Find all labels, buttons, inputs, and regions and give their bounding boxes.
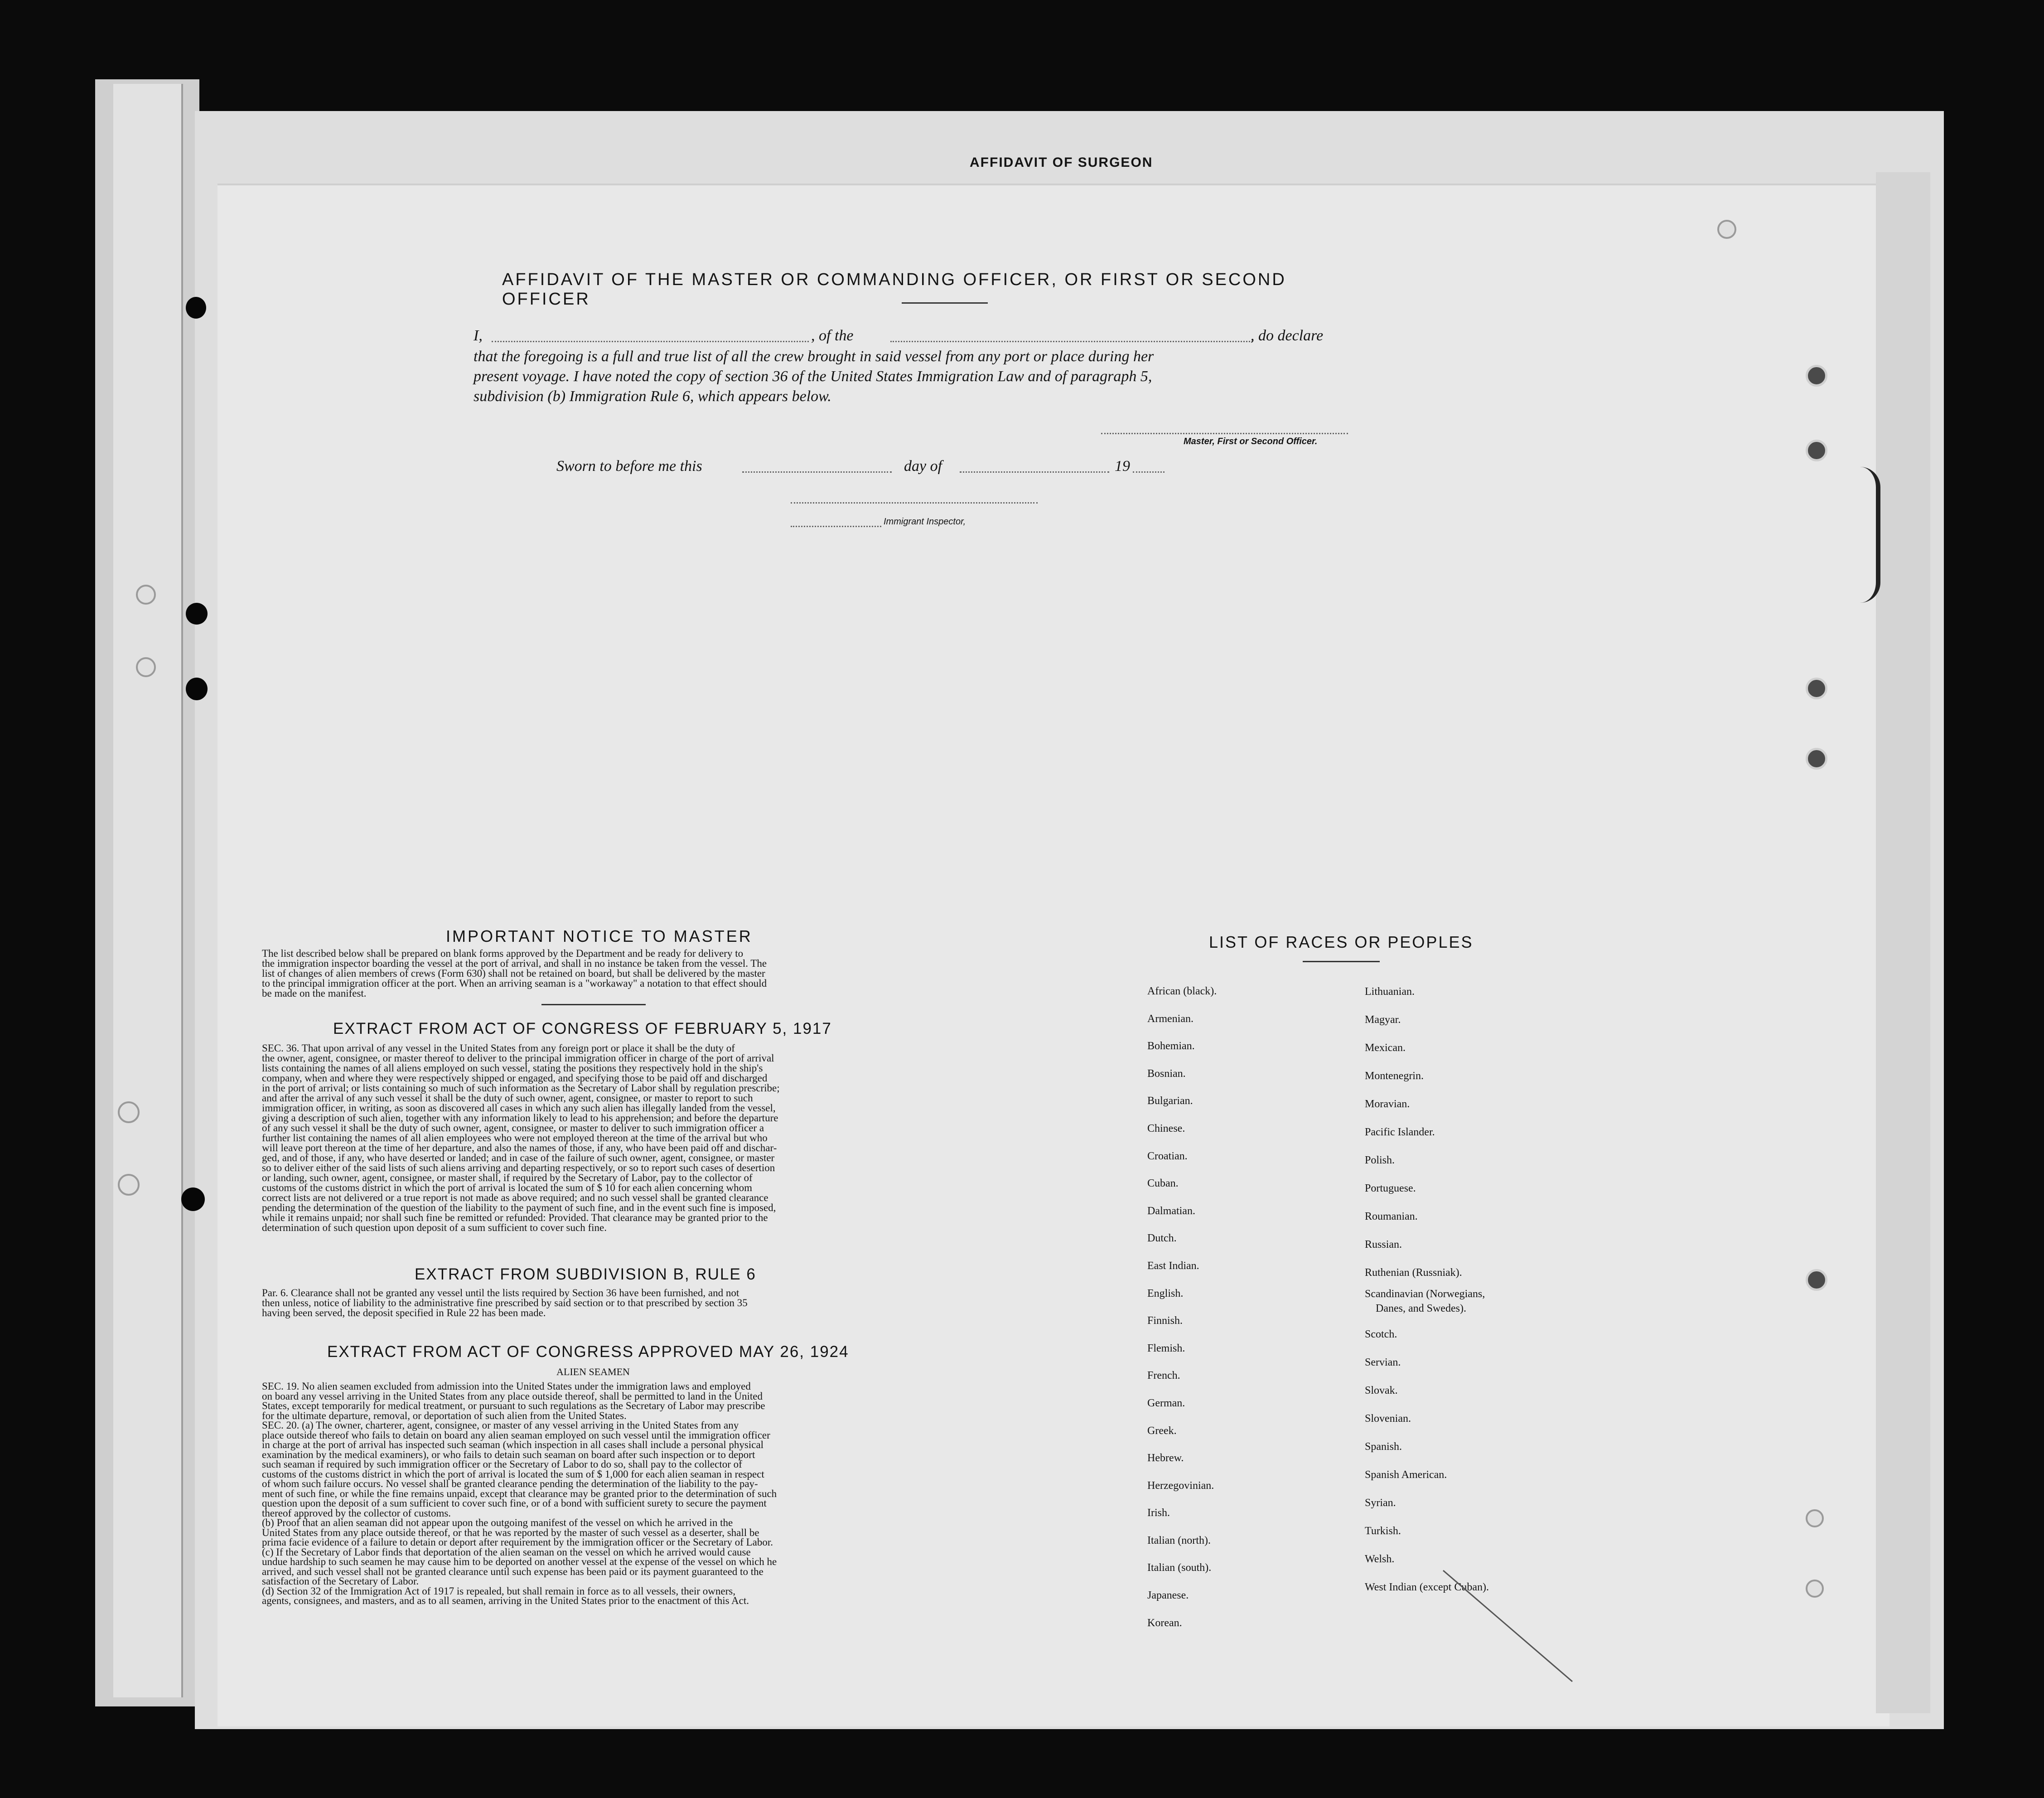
affidavit-line4: subdivision (b) Immigration Rule 6, which appears below.	[474, 388, 831, 405]
race-item: Herzegovinian.	[1147, 1479, 1214, 1492]
race-item: Flemish.	[1147, 1342, 1185, 1354]
extract-1924-line: arrived, and such vessel shall not be granted clearance until such expense has been paid or its payment guaranteed to the	[262, 1565, 763, 1577]
extract-1924-line: satisfaction of the Secretary of Labor.	[262, 1575, 419, 1587]
punch-hole	[1717, 220, 1736, 239]
affidavit-line3: present voyage. I have noted the copy of section 36 of the United States Immigration Law and of paragraph 5,	[474, 368, 1152, 385]
race-item: Syrian.	[1365, 1497, 1396, 1509]
extract-1917-body	[262, 1043, 932, 1233]
title-underline	[902, 302, 988, 304]
notice-line: the immigration inspector boarding the vessel at the port of arrival, and shall in no instance be taken from the vessel. The	[262, 958, 767, 969]
race-item: Korean.	[1147, 1617, 1182, 1629]
master-signature-label: Master, First or Second Officer.	[1184, 436, 1318, 446]
race-item: Bosnian.	[1147, 1067, 1186, 1080]
race-item: Mexican.	[1365, 1042, 1406, 1054]
sworn-day-blank[interactable]	[742, 471, 892, 473]
extract-1924-line: agents, consignees, and masters, and as to all seamen, arriving in the United States prior to the enactment of this Act.	[262, 1595, 749, 1606]
affidavit-line1-declare: , do declare	[1251, 327, 1324, 344]
punch-hole	[136, 657, 156, 677]
extract-1924-line: of whom such failure occurs. No vessel shall be granted clearance pending the determination of the liability to the pay-	[262, 1478, 758, 1489]
extract-1917-line: pending the determination of the question of the liability to the payment of such fine, and in the event such fine is imposed,	[262, 1202, 776, 1213]
punch-hole	[181, 1187, 205, 1211]
race-item: Turkish.	[1365, 1525, 1401, 1537]
extract-1917-line: will leave port thereon at the time of her departure, and also the names of those, if any, who have been paid off and dischar-	[262, 1142, 777, 1153]
race-item: Hebrew.	[1147, 1452, 1184, 1464]
affidavit-title: AFFIDAVIT OF THE MASTER OR COMMANDING OFFICER, OR FIRST OR SECOND OFFICER	[502, 270, 1286, 309]
race-item: Greek.	[1147, 1425, 1177, 1437]
race-item: Finnish.	[1147, 1315, 1183, 1327]
extract-1924-line: undue hardship to such seamen he may cause him to be deported on another vessel at the expense of the vessel on which he	[262, 1556, 777, 1567]
affidavit-line1-of: , of the	[811, 327, 854, 344]
stray-pen-line	[1441, 1568, 1577, 1686]
race-item: Scandinavian (Norwegians,	[1365, 1288, 1485, 1300]
extract-1917-line: while it remains unpaid; nor shall such fine be remitted or refunded: Provided. That clearance may be granted prior to the	[262, 1212, 768, 1223]
rule6-body	[262, 1288, 932, 1318]
race-item: Lithuanian.	[1365, 986, 1415, 998]
rule6-line: then unless, notice of liability to the administrative fine prescribed by said section or to that prescribed by section 35	[262, 1297, 748, 1309]
race-item: Portuguese.	[1365, 1183, 1416, 1194]
races-right-column	[1365, 978, 1489, 1601]
extract-1917-line: giving a description of such alien, together with any information likely to lead to his apprehension; and before the departure	[262, 1112, 778, 1124]
punch-hole	[1806, 1580, 1824, 1598]
sworn-month-blank[interactable]	[960, 471, 1109, 473]
sworn-label: Sworn to before me this	[556, 458, 702, 475]
races-title: LIST OF RACES OR PEOPLES	[1209, 933, 1474, 951]
extract-1924-line: examination by the medical examiners), or who fails to detain such seaman on board after such inspection or to deport	[262, 1449, 755, 1460]
extract-1924-line: on board any vessel arriving in the United States from any place outside thereof, shall be permitted to land in the United	[262, 1390, 763, 1402]
race-item: Cuban.	[1147, 1178, 1179, 1190]
race-item: Bohemian.	[1147, 1040, 1195, 1052]
extract-1917-title: EXTRACT FROM ACT OF CONGRESS OF FEBRUARY 5, 1917	[333, 1020, 832, 1037]
year-label: 19	[1115, 458, 1130, 475]
notice-line: be made on the manifest.	[262, 988, 367, 999]
sworn-year-blank[interactable]	[1133, 471, 1165, 473]
extract-1917-line: lists containing the names of all aliens employed on such vessel, stating the positions they respectively hold in the ship's	[262, 1062, 763, 1074]
vessel-blank[interactable]	[890, 341, 1253, 342]
extract-1924-line: ment of such fine, or while the fine remains unpaid, except that clearance may be granted prior to the determination of such	[262, 1488, 777, 1499]
race-item: Magyar.	[1365, 1014, 1401, 1026]
top-tab-label: AFFIDAVIT OF SURGEON	[970, 155, 1153, 170]
affidavit-line2: that the foregoing is a full and true list of all the crew brought in said vessel from any port or place during her	[474, 348, 1154, 365]
race-item: Italian (south).	[1147, 1562, 1212, 1574]
extract-1917-line: the owner, agent, consignee, or master thereof to deliver to the principal immigration officer in charge of the port of arrival	[262, 1052, 774, 1064]
inspector-label: Immigrant Inspector,	[884, 517, 966, 527]
extract-1924-line: United States from any place outside thereof, or that he was reported by the master of such vessel as a deserter, shall be	[262, 1527, 759, 1538]
race-item: German.	[1147, 1397, 1185, 1409]
extract-1917-line: or landing, such owner, agent, consignee, or master shall, if required by the Secretary of Labor, pay to the collector of	[262, 1172, 753, 1183]
name-blank[interactable]	[492, 341, 809, 342]
extract-1924-line: for the ultimate departure, removal, or deportation of such alien from the United States.	[262, 1410, 627, 1421]
punch-hole	[1806, 440, 1827, 461]
extract-1924-line: (b) Proof that an alien seaman did not appear upon the outgoing manifest of the vessel on which he arrived in the	[262, 1517, 733, 1528]
race-item: Montenegrin.	[1365, 1070, 1424, 1082]
extract-1917-line: of any such vessel it shall be the duty of such owner, agent, consignee, or master to deliver to such immigration officer a	[262, 1122, 764, 1134]
race-item: Servian.	[1365, 1357, 1401, 1368]
extract-1917-line: SEC. 36. That upon arrival of any vessel in the United States from any foreign port or place it shall be the duty of	[262, 1042, 735, 1054]
race-item: Dutch.	[1147, 1232, 1177, 1245]
punch-hole	[136, 585, 156, 605]
extract-1924-line: SEC. 20. (a) The owner, charterer, agent, consignee, or master of any vessel arriving in the United States from any	[262, 1420, 739, 1431]
day-of-label: day of	[904, 458, 942, 475]
race-item: Russian.	[1365, 1239, 1402, 1250]
punch-hole	[1806, 1269, 1827, 1291]
right-page-edge	[1876, 172, 1930, 1713]
extract-1917-line: in the port of arrival; or lists containing so much of such information as the Secretary of Labor shall by regulation prescribe;	[262, 1082, 780, 1094]
rule6-line: having been served, the deposit specified in Rule 22 has been made.	[262, 1307, 546, 1318]
extract-1924-line: customs of the customs district in which the port of arrival is located the sum of $ 1,000 for each alien seaman in respect	[262, 1468, 764, 1480]
extract-1924-line: such seaman if required by such immigration officer or the Secretary of Labor to do so, shall pay to the collector of	[262, 1459, 742, 1470]
extract-1917-line: determination of such question upon deposit of a sum sufficient to cover such fine.	[262, 1222, 607, 1233]
extract-1917-line: ged, and of those, if any, who have deserted or landed; and in case of the failure of such owner, agent, consignee, or master	[262, 1152, 775, 1163]
race-item: Polish.	[1365, 1154, 1395, 1166]
notice-title: IMPORTANT NOTICE TO MASTER	[446, 927, 753, 945]
affidavit-line1-i: I,	[474, 327, 483, 344]
races-left-column	[1147, 978, 1217, 1637]
race-item: African (black).	[1147, 985, 1217, 997]
extract-1924-line: SEC. 19. No alien seamen excluded from admission into the United States under the immigration laws and employed	[262, 1381, 751, 1392]
punch-hole	[186, 297, 206, 319]
extract-1917-line: immigration officer, in writing, as soon as discovered all cases in which any such alien has illegally landed from the vessel,	[262, 1102, 776, 1114]
punch-hole	[186, 678, 208, 700]
extract-1917-line: company, when and where they were respectively shipped or engaged, and specifying those to be paid off and discharged	[262, 1072, 768, 1084]
race-item: Chinese.	[1147, 1122, 1185, 1134]
extract-1924-line: (d) Section 32 of the Immigration Act of 1917 is repealed, but shall remain in force as to all vessels, their owners,	[262, 1585, 735, 1597]
extract-1924-line: question upon the deposit of a sum sufficient to cover such fine, or of a bond with sufficient surety to secure the payment	[262, 1498, 767, 1509]
race-item: Ruthenian (Russniak).	[1365, 1267, 1462, 1279]
race-item: French.	[1147, 1370, 1180, 1382]
extract-1924-body	[262, 1381, 932, 1606]
punch-hole	[1806, 1509, 1824, 1527]
inspector-label-leader	[791, 526, 881, 527]
notice-line: list of changes of alien members of crews (Form 630) shall not be retained on board, but shall be delivered by the master	[262, 968, 765, 979]
race-item: Spanish American.	[1365, 1469, 1447, 1481]
race-item: Moravian.	[1365, 1098, 1410, 1110]
notice-line: The list described below shall be prepared on blank forms approved by the Department and be ready for delivery to	[262, 948, 744, 959]
extract-1924-title: EXTRACT FROM ACT OF CONGRESS APPROVED MAY 26, 1924	[327, 1343, 849, 1361]
extract-1924-line: prima facie evidence of a failure to detain or deport after requirement by the immigration officer or the Secretary of Labor.	[262, 1536, 773, 1548]
race-item: West Indian (except Cuban).	[1365, 1581, 1489, 1593]
race-item: Italian (north).	[1147, 1534, 1211, 1546]
punch-hole	[118, 1101, 140, 1123]
master-signature-line[interactable]	[1101, 433, 1348, 434]
race-item: Japanese.	[1147, 1590, 1189, 1602]
race-item: Roumanian.	[1365, 1211, 1418, 1222]
race-item: Slovak.	[1365, 1385, 1398, 1396]
extract-1924-line: thereof approved by the collector of customs.	[262, 1507, 451, 1519]
punch-hole	[1806, 748, 1827, 770]
extract-1924-line: (c) If the Secretary of Labor finds that deportation of the alien seaman on the vessel on which he arrived would cause	[262, 1546, 751, 1558]
race-item: Danes, and Swedes).	[1376, 1303, 1466, 1314]
race-item: East Indian.	[1147, 1260, 1199, 1272]
race-item: Scotch.	[1365, 1328, 1397, 1340]
notice-rule	[541, 1004, 646, 1005]
inspector-signature-line[interactable]	[791, 502, 1038, 504]
extract-1924-subtitle: ALIEN SEAMEN	[556, 1366, 630, 1377]
extract-1917-line: and after the arrival of any such vessel it shall be the duty of such owner, agent, consignee, or master to report to such	[262, 1092, 753, 1104]
race-item: Welsh.	[1365, 1553, 1395, 1565]
race-item: Armenian.	[1147, 1013, 1194, 1025]
race-item: Irish.	[1147, 1507, 1170, 1519]
extract-1924-line: place outside thereof who fails to detain on board any alien seaman employed on such vessel until the immigration officer	[262, 1429, 770, 1441]
extract-1924-line: in charge at the port of arrival has inspected such seaman (which inspection in all cases shall include a personal physical	[262, 1439, 764, 1450]
race-item: Croatian.	[1147, 1150, 1188, 1162]
string-tie	[1860, 467, 1880, 603]
extract-1924-line: States, except temporarily for medical treatment, or pursuant to such regulations as the Secretary of Labor may prescribe	[262, 1400, 765, 1411]
rule6-title: EXTRACT FROM SUBDIVISION B, RULE 6	[415, 1265, 756, 1283]
race-item: Spanish.	[1365, 1441, 1402, 1453]
punch-hole	[118, 1174, 140, 1196]
punch-hole	[186, 603, 208, 625]
races-underline	[1303, 961, 1380, 962]
race-item: Pacific Islander.	[1365, 1126, 1435, 1138]
extract-1917-line: correct lists are not delivered or a true report is not made as above required; and no such vessel shall be granted clearance	[262, 1192, 768, 1203]
race-item: Bulgarian.	[1147, 1095, 1193, 1107]
punch-hole	[1806, 365, 1827, 387]
race-item: Dalmatian.	[1147, 1205, 1195, 1217]
extract-1917-line: so to deliver either of the said lists of such aliens arriving and departing respectively, or so to report such cases of desertion	[262, 1162, 775, 1173]
race-item: Slovenian.	[1365, 1413, 1411, 1425]
notice-line: to the principal immigration officer at the port. When an arriving seaman is a "workaway" a notation to that effect should	[262, 978, 767, 989]
race-item: English.	[1147, 1287, 1184, 1299]
extract-1917-line: further list containing the names of all alien employees who were not employed thereon at the time of the arrival but who	[262, 1132, 768, 1144]
notice-body	[262, 949, 932, 998]
rule6-line: Par. 6. Clearance shall not be granted any vessel until the lists required by Section 36 have been furnished, and not	[262, 1287, 739, 1299]
extract-1917-line: customs of the customs district in which the port of arrival is located the sum of $ 10 for each alien concerning whom	[262, 1182, 752, 1193]
left-page-edge-inner	[113, 84, 183, 1697]
punch-hole	[1806, 678, 1827, 699]
